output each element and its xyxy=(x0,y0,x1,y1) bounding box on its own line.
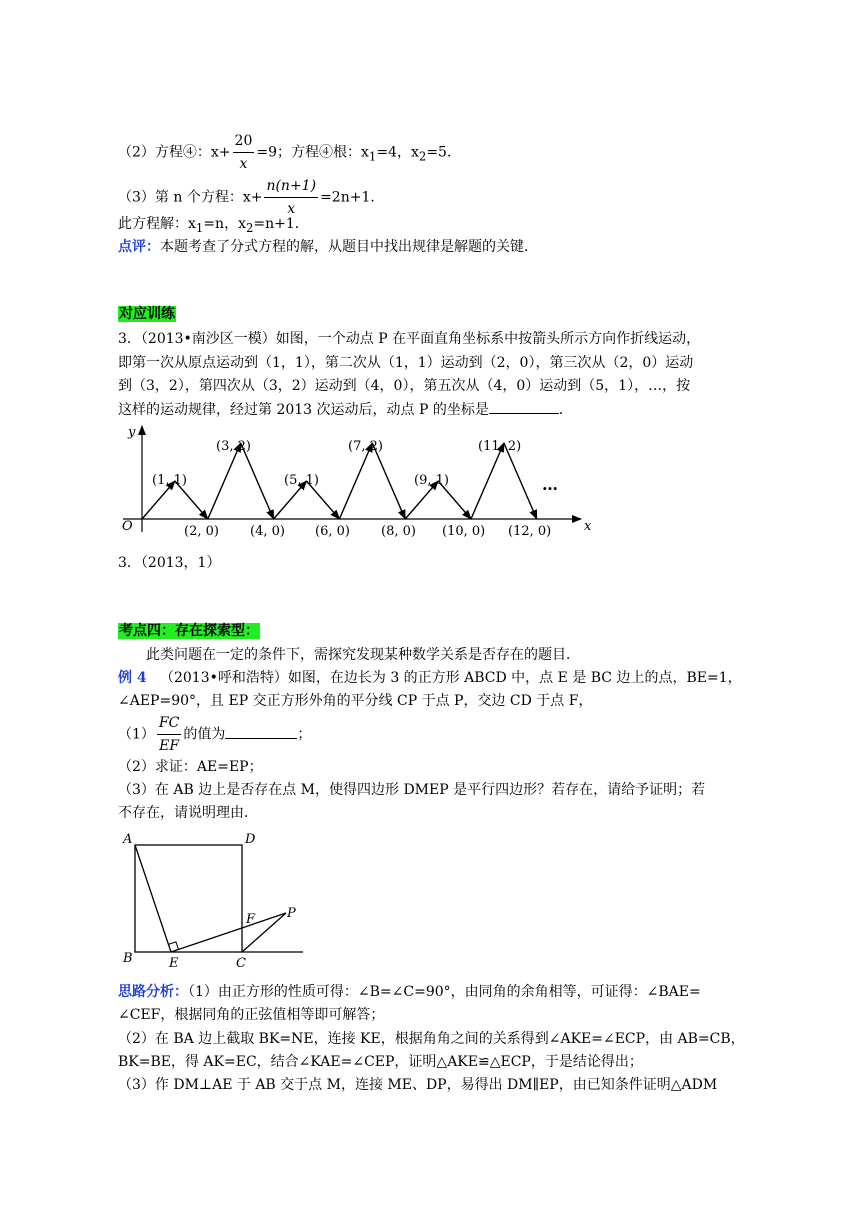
equation-4-line: （2）方程④：x+ $\frac{20}{x}$ =9；方程④根：$x_1=4$，$x_2=5$． xyxy=(118,130,461,175)
analysis-line-5: （3）作 DM⊥AE 于 AB 交于点 M，连接 ME、DP，易得出 DM∥EP，由已知条件证明△ADM xyxy=(118,1077,718,1093)
bottom-label-6: (12, 0) xyxy=(508,524,552,539)
sub-question-3-line-1: （3）在 AB 边上是否存在点 M，使得四边形 DMEP 是平行四边形？若存在，请给予证明；若 xyxy=(118,782,706,798)
x-axis-label: x xyxy=(584,519,592,534)
answer-blank-2 xyxy=(225,724,297,739)
bottom-label-3: (6, 0) xyxy=(315,524,350,539)
example-4-line-2: ∠AEP=90°，且 EP 交正方形外角的平分线 CP 于点 P，交边 CD 于点 F， xyxy=(118,693,593,709)
equation-n-line: （3）第 n 个方程：x+ $\frac{n(n+1)}{x}$ =2n+1． xyxy=(118,175,384,220)
bottom-label-1: (2, 0) xyxy=(184,524,219,539)
label-p: P xyxy=(287,906,296,921)
zigzag-segment-3 xyxy=(208,443,241,519)
question-3-line-1: 3．（2013•南沙区一模）如图，一个动点 P 在平面直角坐标系中按箭头所示方向作折线运动， xyxy=(118,331,701,347)
square-geometry-figure xyxy=(118,826,318,974)
sub-question-1: （1） $\frac{FC}{EF}$ 的值为 ； xyxy=(118,712,311,757)
top-label-3: (5, 1) xyxy=(284,473,319,488)
analysis-line-2: ∠CEF，根据同角的正弦值相等即可解答； xyxy=(118,1007,385,1023)
top-label-5: (9, 1) xyxy=(414,473,449,488)
analysis-line-3: （2）在 BA 边上截取 BK=NE，连接 KE，根据角角之间的关系得到∠AKE=∠ECP，由 AB=CB， xyxy=(118,1031,745,1047)
ellipsis: … xyxy=(542,475,558,494)
analysis-label: 思路分析： xyxy=(118,984,188,1000)
zigzag-segment-7 xyxy=(339,443,372,519)
bottom-label-2: (4, 0) xyxy=(250,524,285,539)
section-existence: 考点四：存在探索型： xyxy=(119,623,259,639)
zigzag-path xyxy=(142,443,537,519)
square-abcd xyxy=(135,845,242,952)
analysis-line-1: 思路分析：（1）由正方形的性质可得：∠B=∠C=90°，由同角的余角相等，可证得：∠BAE= xyxy=(118,984,701,1000)
label-f: F xyxy=(246,912,256,927)
top-label-6: (11, 2) xyxy=(478,439,522,454)
zigzag-segment-11 xyxy=(471,443,504,519)
top-label-1: (1, 1) xyxy=(152,473,187,488)
intro-text: 此类问题在一定的条件下，需探究发现某种数学关系是否存在的题目． xyxy=(146,647,580,663)
analysis-line-4: BK=BE，得 AK=EC，结合∠KAE=∠CEP，证明△AKE≌△ECP，于是结论得出； xyxy=(118,1054,643,1070)
answer-3: 3．（2013，1） xyxy=(118,555,221,571)
zigzag-segment-4 xyxy=(241,443,274,519)
label-d: D xyxy=(245,832,256,847)
comment-line: 点评：本题考查了分式方程的解，从题目中找出规律是解题的关键． xyxy=(118,239,538,255)
solution-line: 此方程解：$x_1=n$，$x_2=n+1$． xyxy=(118,216,309,235)
answer-blank xyxy=(489,399,559,414)
label-e: E xyxy=(169,956,179,971)
sub-question-2: （2）求证：AE=EP； xyxy=(118,759,263,775)
zigzag-graph xyxy=(118,420,598,540)
fraction-n-n-plus-1-over-x: $\frac{n(n+1)}{x}$ xyxy=(264,175,318,220)
zigzag-segment-12 xyxy=(504,443,537,519)
question-3-line-2: 即第一次从原点运动到（1，1），第二次从（1，1）运动到（2，0），第三次从（2，0）运动 xyxy=(118,355,694,371)
example-4-label: 例 4 xyxy=(118,670,147,686)
top-label-4: (7, 2) xyxy=(348,439,383,454)
origin-label: O xyxy=(122,519,133,534)
bottom-label-5: (10, 0) xyxy=(442,524,486,539)
segment-ep xyxy=(171,913,286,952)
segment-ae xyxy=(135,845,171,952)
fraction-fc-over-ef: $\frac{FC}{EF}$ xyxy=(157,712,181,757)
bottom-label-4: (8, 0) xyxy=(381,524,416,539)
y-axis-label: y xyxy=(128,425,136,440)
zigzag-segment-8 xyxy=(372,443,405,519)
label-b: B xyxy=(123,951,133,966)
question-3-line-4: 这样的运动规律，经过第 2013 次运动后，动点 P 的坐标是 ． xyxy=(118,399,573,420)
example-4-line-1: 例 4 （2013•呼和浩特）如图，在边长为 3 的正方形 ABCD 中，点 E 是 BC 边上的点，BE=1， xyxy=(118,670,742,686)
label-a: A xyxy=(123,832,133,847)
sub-question-3-line-2: 不存在，请说明理由． xyxy=(118,805,258,821)
section-training: 对应训练 xyxy=(119,306,175,322)
label-c: C xyxy=(236,956,246,971)
fraction-20-over-x: $\frac{20}{x}$ xyxy=(233,130,255,175)
question-3-line-3: 到（3，2），第四次从（3，2）运动到（4，0），第五次从（4，0）运动到（5，1），…，按 xyxy=(118,378,691,394)
comment-label: 点评： xyxy=(118,239,160,255)
top-label-2: (3, 2) xyxy=(216,439,251,454)
